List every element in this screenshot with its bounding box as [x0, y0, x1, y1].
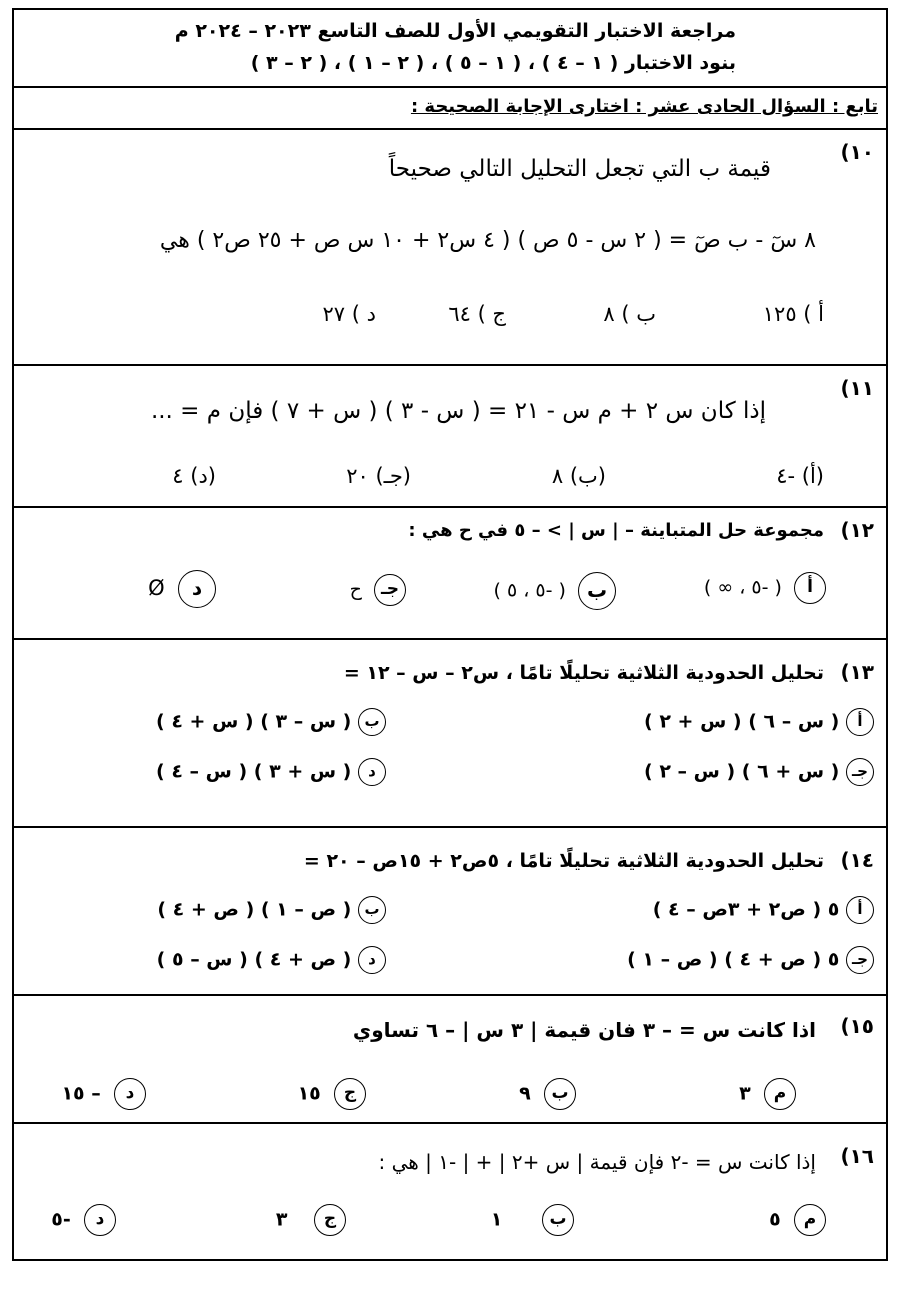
choice-value: ٣ — [739, 1082, 751, 1105]
choice-label: د — [84, 1204, 116, 1236]
choice-label: ب — [578, 572, 616, 610]
choice-a[interactable] — [739, 1078, 796, 1110]
choice-label: أ — [846, 708, 874, 736]
question-13 — [14, 640, 886, 828]
choice-value: Ø — [148, 576, 165, 600]
choice-value: ٤ — [172, 464, 184, 488]
question-text: إذا كانت س = -٢ فإن قيمة | س +٢ | + | -١ | هي : — [378, 1150, 816, 1174]
question-11 — [14, 366, 886, 508]
section-title-row — [14, 88, 886, 130]
choice-d[interactable] — [61, 1078, 146, 1110]
choice-label: ب — [544, 1078, 576, 1110]
choice-value: ٢٧ — [322, 302, 346, 326]
choice-b[interactable] — [603, 302, 656, 326]
choice-value: -٤ — [776, 464, 796, 488]
choice-value: ( س – ٣ ) ( س + ٤ ) — [156, 710, 352, 733]
choice-value: ٦٤ — [448, 302, 471, 326]
question-12 — [14, 508, 886, 640]
choice-value: ( س – ٦ ) ( س + ٢ ) — [644, 710, 840, 733]
choice-label: أ — [846, 896, 874, 924]
choice-label: د — [358, 946, 386, 974]
choice-value: ٣ — [275, 1208, 288, 1231]
choice-a[interactable] — [644, 708, 874, 736]
choice-label: ج — [334, 1078, 366, 1110]
choice-label: أ — [794, 572, 826, 604]
question-number: ١٤) — [840, 848, 874, 872]
choice-value: -٥ — [51, 1208, 71, 1231]
choice-b[interactable] — [491, 1204, 574, 1236]
choice-label: ج — [314, 1204, 346, 1236]
choice-a[interactable] — [776, 464, 824, 488]
question-number: ١٠) — [840, 140, 874, 164]
choice-value: ( ص – ١ ) ( ص + ٤ ) — [157, 898, 352, 921]
question-number: ١٥) — [840, 1014, 874, 1038]
choice-label: د ) — [351, 302, 376, 326]
choice-d[interactable] — [51, 1204, 116, 1236]
choice-value: ٩ — [519, 1082, 531, 1105]
choice-a[interactable] — [769, 1204, 826, 1236]
choice-label: جـ — [374, 574, 406, 606]
header — [14, 10, 886, 88]
choice-label: (أ) — [801, 464, 824, 488]
choice-value: ١ — [490, 1208, 503, 1231]
choice-label: م — [764, 1078, 796, 1110]
choice-label: ب ) — [621, 302, 656, 326]
choice-value: ( -٥ ، ∞ ) — [703, 576, 782, 599]
choice-label: ب — [542, 1204, 574, 1236]
choice-value: ١٢٥ — [762, 302, 797, 326]
choice-value: ٨ — [603, 302, 615, 326]
choice-d[interactable] — [148, 570, 216, 608]
question-text: قيمة ب التي تجعل التحليل التالي صحيحاً — [388, 156, 771, 182]
choice-c[interactable] — [627, 946, 874, 974]
choice-label: (د) — [190, 464, 216, 488]
choice-c[interactable] — [346, 464, 411, 488]
choice-b[interactable] — [157, 896, 386, 924]
choice-value: ( س + ٣ ) ( س – ٤ ) — [156, 760, 352, 783]
question-text: تحليل الحدودية الثلاثية تحليلًا تامًا ، ٥ص٢ + ١٥ص – ٢٠ = — [303, 850, 824, 872]
choice-c[interactable] — [448, 302, 506, 326]
choice-value: ( -٥ ، ٥ ) — [493, 579, 566, 602]
question-number: ١١) — [840, 376, 874, 400]
choice-a[interactable] — [704, 572, 826, 604]
choice-value: ٢٠ — [346, 464, 369, 488]
choice-c[interactable] — [298, 1078, 366, 1110]
section-title: تابع : السؤال الحادى عشر : اختارى الإجابة الصحيحة : — [410, 96, 878, 117]
choice-label: جـ — [846, 758, 874, 786]
choice-d[interactable] — [323, 302, 376, 326]
choice-c[interactable] — [350, 574, 406, 606]
choice-label: ج ) — [477, 302, 506, 326]
choice-label: ب — [358, 708, 386, 736]
choice-b[interactable] — [493, 572, 616, 610]
choice-b[interactable] — [156, 708, 386, 736]
choice-value: ( س + ٦ ) ( س – ٢ ) — [644, 760, 840, 783]
header-items: بنود الاختبار ( ١ – ٤ ) ، ( ١ – ٥ ) ، ( ٢ – ١ ) ، ( ٢ – ٣ ) — [250, 52, 736, 74]
choice-label: د — [178, 570, 216, 608]
choice-d[interactable] — [156, 758, 386, 786]
choice-label: جـ — [846, 946, 874, 974]
question-number: ١٣) — [840, 660, 874, 684]
question-10 — [14, 130, 886, 366]
question-text: تحليل الحدودية الثلاثية تحليلًا تامًا ، س٢ – س – ١٢ = — [343, 662, 824, 684]
question-14 — [14, 828, 886, 996]
choice-value: ( ص + ٤ ) ( س – ٥ ) — [156, 948, 352, 971]
choice-c[interactable] — [276, 1204, 346, 1236]
question-text: اذا كانت س = – ٣ فان قيمة | ٣ س | – ٦ تساوي — [352, 1018, 816, 1042]
exam-sheet — [12, 8, 888, 1261]
choice-value: ٥ ( ص + ٤ ) ( ص – ١ ) — [627, 948, 840, 971]
choice-label: د — [114, 1078, 146, 1110]
question-15 — [14, 996, 886, 1124]
choice-value: ٥ ( ص٢ + ٣ص – ٤ ) — [652, 898, 840, 921]
choice-label: ب — [358, 896, 386, 924]
choice-label: أ ) — [803, 302, 824, 326]
choice-value: ح — [349, 578, 362, 601]
question-text: إذا كان س ٢ + م س - ٢١ = ( س - ٣ ) ( س + ٧ ) فإن م = ... — [150, 398, 766, 424]
choice-value: – ١٥ — [61, 1082, 101, 1105]
choice-a[interactable] — [653, 896, 874, 924]
question-16 — [14, 1124, 886, 1263]
choice-b[interactable] — [519, 1078, 576, 1110]
choice-c[interactable] — [644, 758, 874, 786]
question-number: ١٦) — [840, 1144, 874, 1168]
choice-label: (جـ) — [375, 464, 411, 488]
choice-b[interactable] — [552, 464, 606, 488]
choice-d[interactable] — [172, 464, 216, 488]
choice-d[interactable] — [157, 946, 386, 974]
choice-value: ٨ — [551, 464, 564, 488]
choice-value: ١٥ — [297, 1082, 321, 1105]
choice-label: د — [358, 758, 386, 786]
choice-label: (ب) — [569, 464, 606, 488]
choice-label: م — [794, 1204, 826, 1236]
question-number: ١٢) — [840, 518, 874, 542]
choice-a[interactable] — [763, 302, 824, 326]
question-equation: ٨ سٓ - ب صٓ = ( ٢ س - ٥ ص ) ( ٤ س٢ + ١٠ س ص + ٢٥ ص٢ ) هي — [159, 228, 816, 253]
choice-value: ٥ — [769, 1208, 781, 1231]
question-text: مجموعة حل المتباينة – | س | > – ٥ في ح هي : — [408, 520, 824, 541]
header-title: مراجعة الاختبار التقويمي الأول للصف التاسع ٢٠٢٣ – ٢٠٢٤ م — [174, 20, 736, 42]
